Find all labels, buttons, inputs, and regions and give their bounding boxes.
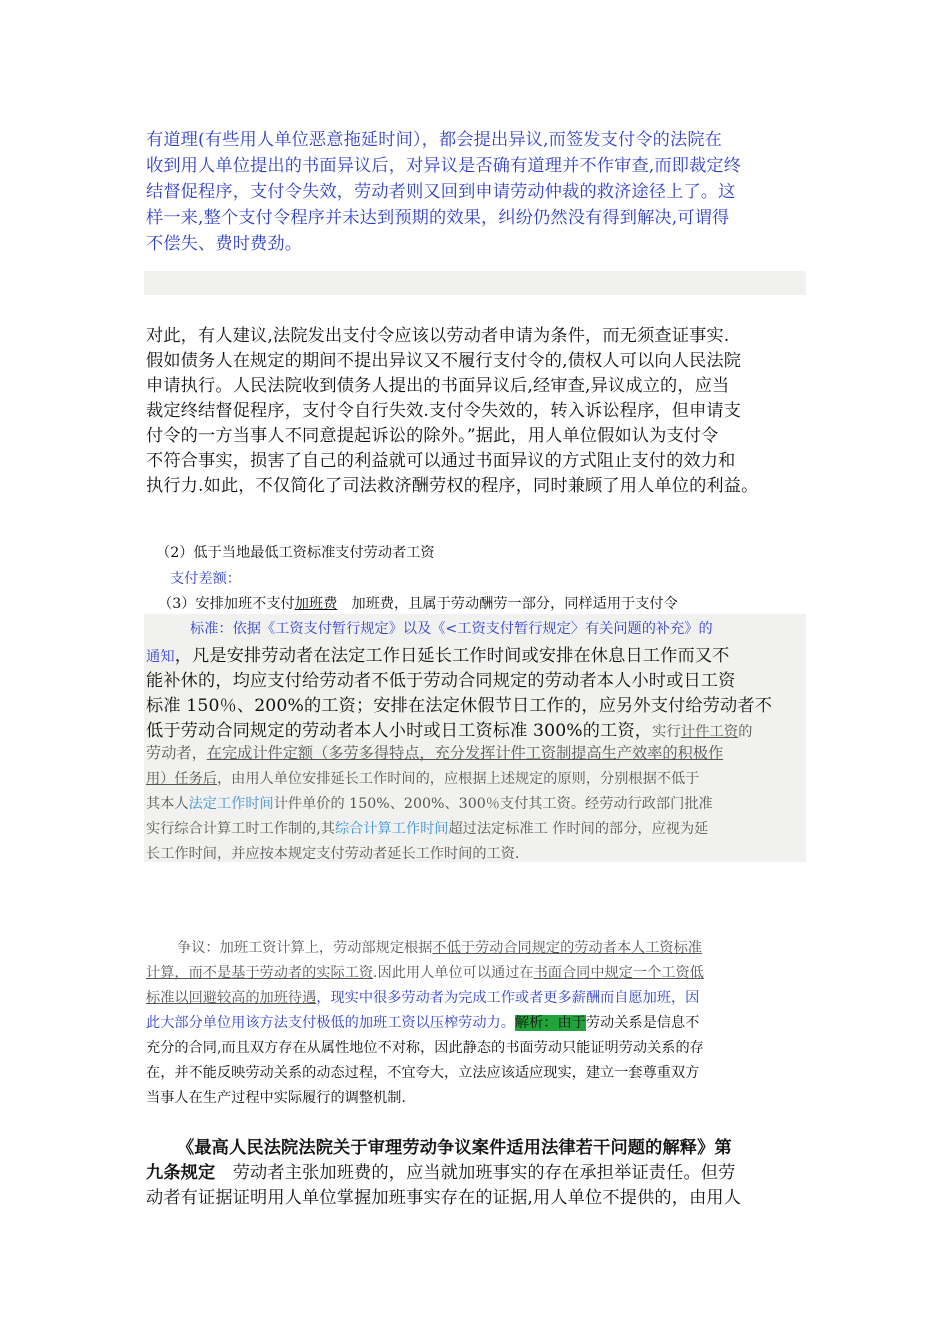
standard-line-2 [146, 641, 730, 666]
dispute-line-1 [177, 937, 702, 957]
standard-line-8-a: 其本人 [146, 796, 189, 812]
interp-line-2 [146, 1158, 736, 1183]
legal-working-time-link[interactable]: 法定工作时间 [188, 796, 274, 812]
dispute-line-4-c: 劳动关系是信息不 [585, 1015, 700, 1031]
standard-line-9 [146, 818, 708, 838]
dispute-line-2-b: .因此用人单位可以通过在 [373, 965, 534, 981]
item-3-prefix: （3）安排加班不支付 [158, 596, 295, 612]
standard-line-7-b: ，由用人单位安排延长工作时间的，应根据上述规定的原则，分别根据不低于 [216, 771, 700, 787]
dispute-line-4-a: 此大部分单位用该方法支付极低的加班工资以压榨劳动力。 [146, 1015, 515, 1031]
para2-line-2: 假如债务人在规定的期间不提出异议又不履行支付令的,债权人可以向人民法院 [146, 351, 742, 371]
para2-line-4: 裁定终结督促程序，支付令自行失效.支付令失效的，转入诉讼程序，但申请支 [146, 401, 742, 421]
standard-line-9-c: 超过法定标准工 作时间的部分，应视为延 [448, 821, 709, 837]
notice-link[interactable]: 通知 [146, 649, 175, 665]
dispute-line-3-b: ，现实中很多劳动者为完成工作或者更多薪酬而自愿加班，因 [316, 990, 700, 1006]
para1-line-4: 样一来,整个支付令程序并未达到预期的效果，纠纷仍然没有得到解决,可谓得 [146, 208, 730, 228]
dispute-line-6: 在，并不能反映劳动关系的动态过程，不宜夸大，立法应该适应现实，建立一套尊重双方 [146, 1065, 700, 1081]
standard-line-6-b: 在完成计件定额（多劳多得特点，充分发挥计件工资制提高生产效率的积极作 [206, 744, 724, 762]
para2-line-3: 申请执行。人民法院收到债务人提出的书面异议后,经审查,异议成立的，应当 [146, 376, 730, 396]
dispute-line-5: 充分的合同,而且双方存在从属性地位不对称，因此静态的书面劳动只能证明劳动关系的存 [146, 1040, 704, 1056]
standard-line-6-a: 劳动者， [146, 744, 207, 762]
dispute-line-2 [146, 962, 704, 982]
dispute-line-3 [146, 987, 699, 1007]
standard-line-3: 能补休的，均应支付给劳动者不低于劳动合同规定的劳动者本人小时或日工资 [146, 671, 736, 691]
standard-line-2-text: ，凡是安排劳动者在法定工作日延长工作时间或安排在休息日工作而又不 [174, 646, 730, 666]
standard-line-5 [146, 716, 753, 741]
standard-line-5-text: 低于劳动合同规定的劳动者本人小时或日工资标准 300%的工资， [146, 721, 653, 741]
interp-line-1: 《最高人民法院法院关于审理劳动争议案件适用法律若干问题的解释》第 [177, 1138, 732, 1158]
standard-line-10: 长工作时间，并应按本规定支付劳动者延长工作时间的工资. [146, 846, 520, 862]
dispute-line-1-a: 争议：加班工资计算上，劳动部规定根据 [177, 940, 433, 956]
comprehensive-time-link[interactable]: 综合计算工作时间 [334, 821, 449, 837]
item-3 [158, 593, 678, 613]
para2-line-6: 不符合事实，损害了自己的利益就可以通过书面异议的方式阻止支付的效力和 [146, 451, 736, 471]
standard-line-7-a: 用）任务后 [146, 771, 217, 787]
standard-line-6 [146, 742, 723, 763]
shaded-band [144, 271, 806, 295]
dispute-line-2-c: 书面合同中规定一个工资低 [533, 965, 704, 981]
interp-line-3: 动者有证据证明用人单位掌握加班事实存在的证据,用人单位不提供的，由用人 [146, 1188, 742, 1208]
para1-line-3: 结督促程序，支付令失效，劳动者则又回到申请劳动仲裁的救济途径上了。这 [146, 182, 736, 202]
standard-line-5-impl: 实行 [652, 724, 681, 740]
para2-line-7: 执行力.如此，不仅简化了司法救济酬劳权的程序，同时兼顾了用人单位的利益。 [146, 476, 759, 496]
para2-line-5: 付令的一方当事人不同意提起诉讼的除外。”据此，用人单位假如认为支付令 [146, 426, 719, 446]
item-2-sub: 支付差额： [170, 571, 241, 587]
dispute-line-4 [146, 1012, 699, 1032]
dispute-line-2-a: 计算，而不是基于劳动者的实际工资 [146, 965, 374, 981]
para2-line-1: 对此，有人建议,法院发出支付令应该以劳动者申请为条件，而无须查证事实. [146, 326, 730, 346]
interp-line-2-a: 九条规定 [146, 1163, 216, 1183]
analysis-highlight: 解析：由于 [514, 1015, 586, 1031]
standard-line-5-de: 的 [738, 724, 753, 740]
piece-rate-link[interactable]: 计件工资 [680, 724, 739, 740]
interp-line-2-b: 劳动者主张加班费的，应当就加班事实的存在承担举证责任。但劳 [215, 1163, 736, 1183]
dispute-line-3-a: 标准以回避较高的加班待遇 [146, 990, 317, 1006]
overtime-pay-link[interactable]: 加班费 [294, 596, 338, 612]
para1-line-5: 不偿失、费时费劲。 [146, 234, 303, 254]
item-2: （2）低于当地最低工资标准支付劳动者工资 [156, 545, 435, 561]
standard-line-9-a: 实行综合计算工时工作制的,其 [146, 821, 335, 837]
standard-line-7 [146, 768, 699, 788]
standard-line-4: 标准 150％、200%的工资；安排在法定休假节日工作的，应另外支付给劳动者不 [146, 696, 773, 716]
standard-line-1: 标准：依据《工资支付暂行规定》以及《<工资支付暂行规定〉有关问题的补充》的 [190, 621, 713, 637]
standard-line-8 [146, 793, 713, 813]
dispute-line-1-b: 不低于劳动合同规定的劳动者本人工资标准 [432, 940, 702, 956]
dispute-line-7: 当事人在生产过程中实际履行的调整机制. [146, 1090, 406, 1106]
para1-line-1: 有道理(有些用人单位恶意拖延时间），都会提出异议,而签发支付令的法院在 [146, 130, 723, 150]
standard-line-8-c: 计件单价的 150%、200%、300％支付其工资。经劳动行政部门批准 [273, 796, 713, 812]
item-3-rest: 加班费，且属于劳动酬劳一部分，同样适用于支付令 [337, 596, 678, 612]
para1-line-2: 收到用人单位提出的书面异议后，对异议是否确有道理并不作审查,而即裁定终 [146, 156, 742, 176]
